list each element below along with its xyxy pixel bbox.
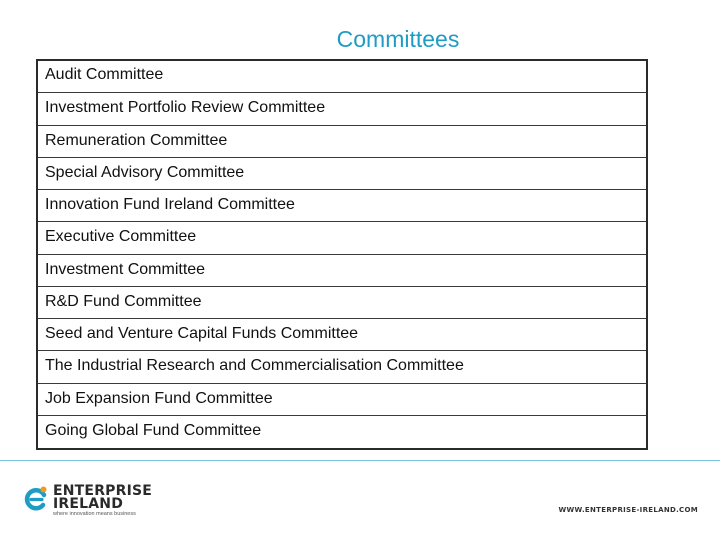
committee-row: Audit Committee	[38, 61, 646, 93]
committee-row: The Industrial Research and Commercialisation Committee	[38, 351, 646, 383]
logo-wordmark-line2: IRELAND	[53, 496, 124, 512]
logo-tagline: where innovation means business	[53, 511, 136, 517]
slide-title: Committees	[336, 26, 460, 52]
footer-website-url[interactable]: WWW.ENTERPRISE-IRELAND.COM	[558, 506, 698, 514]
enterprise-ireland-logo	[24, 482, 154, 522]
committee-row: R&D Fund Committee	[38, 287, 646, 319]
logo-mark-icon	[24, 486, 48, 512]
committee-row: Job Expansion Fund Committee	[38, 384, 646, 416]
footer-divider	[0, 460, 720, 461]
committee-row: Investment Committee	[38, 255, 646, 287]
committee-table	[36, 59, 648, 450]
committee-row: Special Advisory Committee	[38, 158, 646, 190]
committee-row: Remuneration Committee	[38, 126, 646, 158]
committee-row: Executive Committee	[38, 222, 646, 254]
logo-wordmark-line1: ENTERPRISE	[53, 483, 153, 499]
committee-row: Investment Portfolio Review Committee	[38, 93, 646, 125]
committee-row: Innovation Fund Ireland Committee	[38, 190, 646, 222]
committee-row: Seed and Venture Capital Funds Committee	[38, 319, 646, 351]
committee-row: Going Global Fund Committee	[45, 421, 262, 439]
